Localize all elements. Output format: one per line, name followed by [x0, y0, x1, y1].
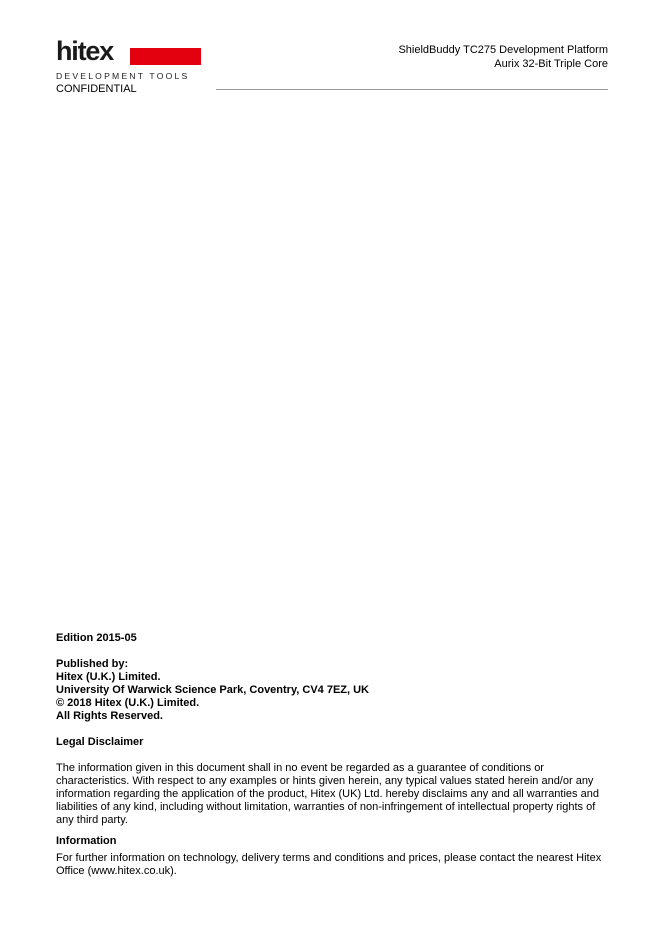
information-text: For further information on technology, delivery terms and conditions and prices, please contact the nearest Hitex Office (www.hitex.co.uk).	[56, 852, 602, 877]
company-name: Hitex (U.K.) Limited.	[56, 671, 161, 683]
product-subtitle: Aurix 32-Bit Triple Core	[494, 57, 608, 70]
logo-red-bar	[130, 48, 201, 65]
edition: Edition 2015-05	[56, 632, 137, 644]
published-by-label: Published by:	[56, 658, 129, 670]
imprint-section	[56, 632, 608, 878]
logo-wordmark: hitex	[56, 36, 114, 66]
company-address: University Of Warwick Science Park, Coventry, CV4 7EZ, UK	[56, 684, 370, 696]
logo-tagline: DEVELOPMENT TOOLS	[56, 71, 190, 81]
copyright: © 2018 Hitex (U.K.) Limited.	[56, 697, 200, 709]
classification-label: CONFIDENTIAL	[56, 83, 137, 95]
product-title: ShieldBuddy TC275 Development Platform	[398, 44, 608, 56]
legal-disclaimer-text: The information given in this document shall in no event be regarded as a guarantee of conditions or characteristics. With respect to any examples or hints given herein, any typical values stated herein and/or any information regarding the application of the product, Hitex (UK) Ltd. hereby disclaims any and all warranties and liabilities of any kind, including without limitation, warranties of non-infringement of intellectual property rights of any third party.	[56, 762, 599, 826]
document-header	[398, 44, 608, 71]
legal-disclaimer-title: Legal Disclaimer	[56, 736, 144, 748]
header-divider	[216, 89, 608, 90]
publisher-block	[56, 658, 608, 723]
rights: All Rights Reserved.	[56, 710, 163, 722]
information-title: Information	[56, 835, 117, 847]
hitex-logo	[56, 36, 206, 82]
